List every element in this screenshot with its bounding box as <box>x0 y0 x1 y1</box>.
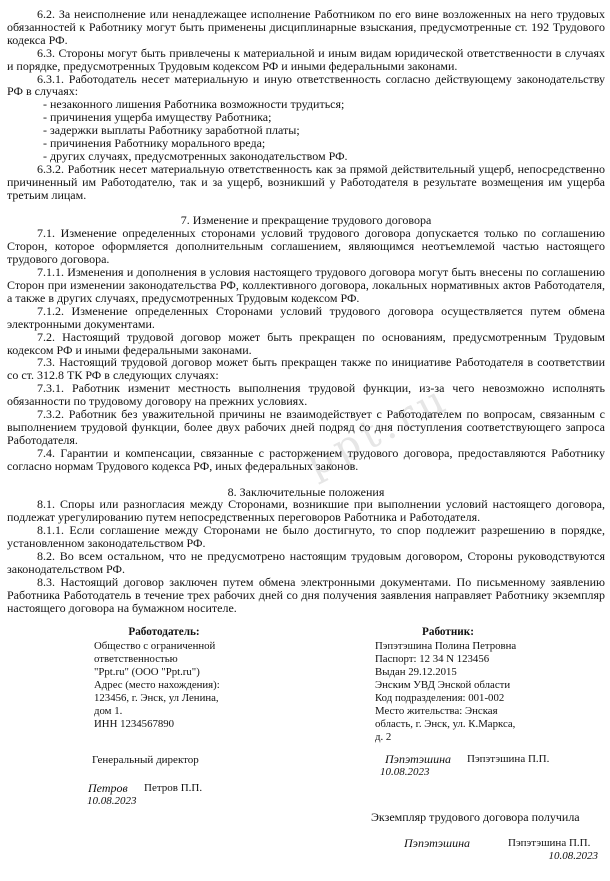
employer-details <box>94 640 220 731</box>
employee-detail-line: Код подразделения: 001-002 <box>375 692 505 704</box>
employee-detail-line: Пэпэтэшина Полина Петровна <box>375 640 517 652</box>
employee-details <box>375 640 516 744</box>
employer-detail-line: 123456, г. Энск, ул Ленина, <box>94 692 219 704</box>
receipt-signature-script: Пэпэтэшина <box>404 836 471 850</box>
employee-detail-line: д. 2 <box>375 731 392 743</box>
clause-6-3-2: 6.3.2. Работник несет материальную ответственность как за прямой действительный ущерб, непосредственно причиненный им Работодателю, так и за ущерб, возникший у Работодателя в результате возмещения им ущерба третьим лицам. <box>7 161 605 202</box>
clause-7-2: 7.2. Настоящий трудовой договор может быть прекращен по основаниям, предусмотренным Трудовым кодексом РФ и иными федеральными законами. <box>7 329 605 357</box>
clause-7-1: 7.1. Изменение определенных сторонами условий трудового договора допускается только по соглашению Сторон, которое оформляется дополнительным соглашением, являющимся неотъемлемой частью настоящего трудового договора. <box>7 226 605 267</box>
clause-8-3: 8.3. Настоящий договор заключен путем обмена электронными документами. По письменному заявлению Работника Работодатель в течение трех рабочих дней со дня получения заявления направляет Работнику экземпляр настоящего договора на бумажном носителе. <box>7 574 605 615</box>
employee-detail-line: Выдан 29.12.2015 <box>375 666 457 678</box>
employer-heading: Работодатель: <box>128 626 200 638</box>
clause-8-1-1: 8.1.1. Если соглашение между Сторонами не было достигнуто, то спор подлежит разрешению в порядке, установленном законодательством РФ. <box>7 523 605 551</box>
clause-7-4: 7.4. Гарантии и компенсации, связанные с расторжением трудового договора, предоставляются Работнику согласно нормам Трудового кодекса РФ, иных федеральных законов. <box>7 445 605 473</box>
clause-7-1-2: 7.1.2. Изменение определенных Сторонами условий трудового договора осуществляется путем обмена электронными документами. <box>7 303 605 331</box>
employer-signature-name: Петров П.П. <box>144 782 203 794</box>
employee-signature-name: Пэпэтэшина П.П. <box>467 753 550 765</box>
clause-8-1: 8.1. Споры или разногласия между Сторонами, возникшие при выполнении условий настоящего договора, подлежат урегулированию путем непосредственных переговоров Работника и Работодателя. <box>7 497 605 525</box>
liability-list-item: - других случаях, предусмотренных законодательством РФ. <box>43 148 348 163</box>
employer-detail-line: ИНН 1234567890 <box>94 718 175 730</box>
employee-detail-line: Энским УВД Энской области <box>375 679 511 691</box>
employee-detail-line: область, г. Энск, ул. К.Маркса, <box>375 718 516 730</box>
employer-detail-line: дом 1. <box>94 705 123 717</box>
employee-signature-script: Пэпэтэшина <box>385 752 452 766</box>
employer-detail-line: Адрес (место нахождения): <box>94 679 220 691</box>
liability-list-item: - незаконного лишения Работника возможности трудиться; <box>43 97 345 112</box>
liability-list-item: - причинения ущерба имуществу Работника; <box>43 110 272 125</box>
ppt-ru-watermark: ppt.ru <box>297 375 457 487</box>
section-7-heading: 7. Изменение и прекращение трудового договора <box>180 213 432 228</box>
section-8-heading: 8. Заключительные положения <box>227 484 385 499</box>
employer-signature-date: 10.08.2023 <box>87 795 137 807</box>
employer-detail-line: "Ppt.ru" (ООО "Ppt.ru") <box>94 666 200 678</box>
clause-6-3-1: 6.3.1. Работодатель несет материальную и иную ответственность согласно действующему законодательству РФ в случаях: <box>7 71 605 99</box>
employer-job-title: Генеральный директор <box>92 754 199 766</box>
employee-signature-date: 10.08.2023 <box>380 766 430 778</box>
clause-7-1-1: 7.1.1. Изменения и дополнения в условия настоящего трудового договора могут быть внесены по соглашению Сторон при изменении законодательства РФ, коллективного договора, локальных нормативных актов Работодателя, а также в других случаях, предусмотренных Трудовым кодексом РФ. <box>7 265 605 305</box>
clause-7-3-2: 7.3.2. Работник без уважительной причины не взаимодействует с Работодателем по вопросам, связанным с выполнением трудовой функции, более двух рабочих дней подряд со дня поступления соответствующего запроса Работодателя. <box>7 407 605 447</box>
liability-list-item: - причинения Работнику морального вреда; <box>43 136 266 151</box>
clause-6-3: 6.3. Стороны могут быть привлечены к материальной и иным видам юридической ответственности в случаях и порядке, предусмотренных Трудовым кодексом РФ и иными федеральными законами. <box>7 45 605 73</box>
employer-detail-line: ответственностью <box>94 653 178 665</box>
copy-received-note: Экземпляр трудового договора получила <box>371 810 580 824</box>
employee-detail-line: Паспорт: 12 34 N 123456 <box>375 653 490 665</box>
liability-list-item: - задержки выплаты Работнику заработной платы; <box>43 123 300 138</box>
employee-detail-line: Место жительства: Энская <box>375 705 498 717</box>
receipt-signature-name: Пэпэтэшина П.П. <box>508 837 591 849</box>
clause-7-3: 7.3. Настоящий трудовой договор может быть прекращен также по инициативе Работодателя в соответствии со ст. 312.8 ТК РФ в следующих случаях: <box>7 355 605 383</box>
employer-detail-line: Общество с ограниченной <box>94 640 216 652</box>
clause-7-3-1: 7.3.1. Работник изменит местность выполнения трудовой функции, из-за чего невозможно исполнять обязанности по трудовому договору на прежних условиях. <box>7 381 605 409</box>
employer-signature-script: Петров <box>88 781 128 795</box>
clause-6-2: 6.2. За неисполнение или ненадлежащее исполнение Работником по его вине возложенных на него трудовых обязанностей к Работнику могут быть применены дисциплинарные взыскания, предусмотренные ст. 192 Трудового кодекса РФ. <box>7 7 605 47</box>
clause-8-2: 8.2. Во всем остальном, что не предусмотрено настоящим трудовым договором, Стороны руководствуются законодательством РФ. <box>7 549 605 576</box>
employee-heading: Работник: <box>422 626 474 638</box>
receipt-signature-date: 10.08.2023 <box>548 850 598 862</box>
contract-body <box>7 8 605 615</box>
